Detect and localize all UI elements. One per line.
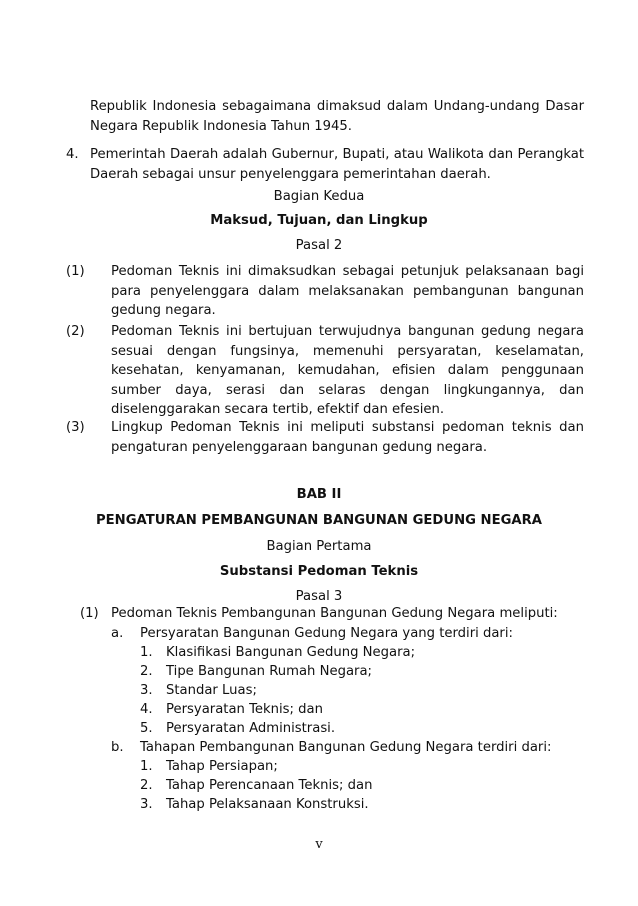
pasal-2-heading: Pasal 2 <box>295 238 343 253</box>
section-heading-bagian-kedua: Bagian Kedua <box>273 189 365 204</box>
section-title-maksud: Maksud, Tujuan, dan Lingkup <box>210 213 428 228</box>
pasal-3-item-1-text: Pedoman Teknis Pembangunan Bangunan Gedung Negara meliputi: <box>111 606 558 621</box>
intro-paragraph: Republik Indonesia sebagaimana dimaksud dalam Undang-undang Dasar Negara Republik Indonesia Tahun 1945. <box>90 99 584 134</box>
list-b-label: b. <box>111 740 124 755</box>
list-b-item-3-number: 3. <box>140 797 153 812</box>
list-a-item-5-text: Persyaratan Administrasi. <box>166 721 336 736</box>
pasal-3-heading: Pasal 3 <box>295 589 343 604</box>
list-a-item-1-number: 1. <box>140 645 153 660</box>
chapter-title: PENGATURAN PEMBANGUNAN BANGUNAN GEDUNG NEGARA <box>96 513 542 528</box>
list-b-item-2-text: Tahap Perencanaan Teknis; dan <box>166 778 373 793</box>
list-a-item-4-number: 4. <box>140 702 153 717</box>
list-a-text: Persyaratan Bangunan Gedung Negara yang terdiri dari: <box>140 626 513 641</box>
list-a-item-3-text: Standar Luas; <box>166 683 257 698</box>
pasal-3-item-1-number: (1) <box>80 606 99 621</box>
section-heading-bagian-pertama: Bagian Pertama <box>266 539 372 554</box>
list-a-item-3-number: 3. <box>140 683 153 698</box>
list-a-item-2-number: 2. <box>140 664 153 679</box>
pasal-2-item-2-text: Pedoman Teknis ini bertujuan terwujudnya bangunan gedung negara sesuai dengan fungsinya, memenuhi persyaratan, keselamatan, kesehatan, kenyamanan, kemudahan, efisien dalam penggunaan sumber daya, serasi dan selaras dengan lingkungannya, dan diselenggarakan secara tertib, efektif dan efesien. <box>111 324 584 417</box>
pasal-2-item-3-number: (3) <box>66 420 85 435</box>
list-a-item-4-text: Persyaratan Teknis; dan <box>166 702 323 717</box>
section-title-substansi: Substansi Pedoman Teknis <box>219 564 419 579</box>
pasal-2-item-1-text: Pedoman Teknis ini dimaksudkan sebagai petunjuk pelaksanaan bagi para penyelenggara dalam melaksanakan pembangunan bangunan gedung negara. <box>111 264 584 318</box>
pasal-2-item-3-text: Lingkup Pedoman Teknis ini meliputi substansi pedoman teknis dan pengaturan penyelenggaraan bangunan gedung negara. <box>111 420 584 455</box>
item-4-number: 4. <box>66 147 79 162</box>
chapter-heading: BAB II <box>296 487 342 502</box>
list-a-item-2-text: Tipe Bangunan Rumah Negara; <box>166 664 372 679</box>
page-number: v <box>315 837 323 852</box>
list-b-item-1-number: 1. <box>140 759 153 774</box>
list-b-item-3-text: Tahap Pelaksanaan Konstruksi. <box>166 797 369 812</box>
list-b-text: Tahapan Pembangunan Bangunan Gedung Negara terdiri dari: <box>140 740 552 755</box>
item-4-text: Pemerintah Daerah adalah Gubernur, Bupati, atau Walikota dan Perangkat Daerah sebagai unsur penyelenggara pemerintahan daerah. <box>90 147 584 182</box>
list-a-item-1-text: Klasifikasi Bangunan Gedung Negara; <box>166 645 416 660</box>
list-a-label: a. <box>111 626 124 641</box>
list-a-item-5-number: 5. <box>140 721 153 736</box>
pasal-2-item-2-number: (2) <box>66 324 85 339</box>
list-b-item-1-text: Tahap Persiapan; <box>166 759 278 774</box>
pasal-2-item-1-number: (1) <box>66 264 85 279</box>
list-b-item-2-number: 2. <box>140 778 153 793</box>
